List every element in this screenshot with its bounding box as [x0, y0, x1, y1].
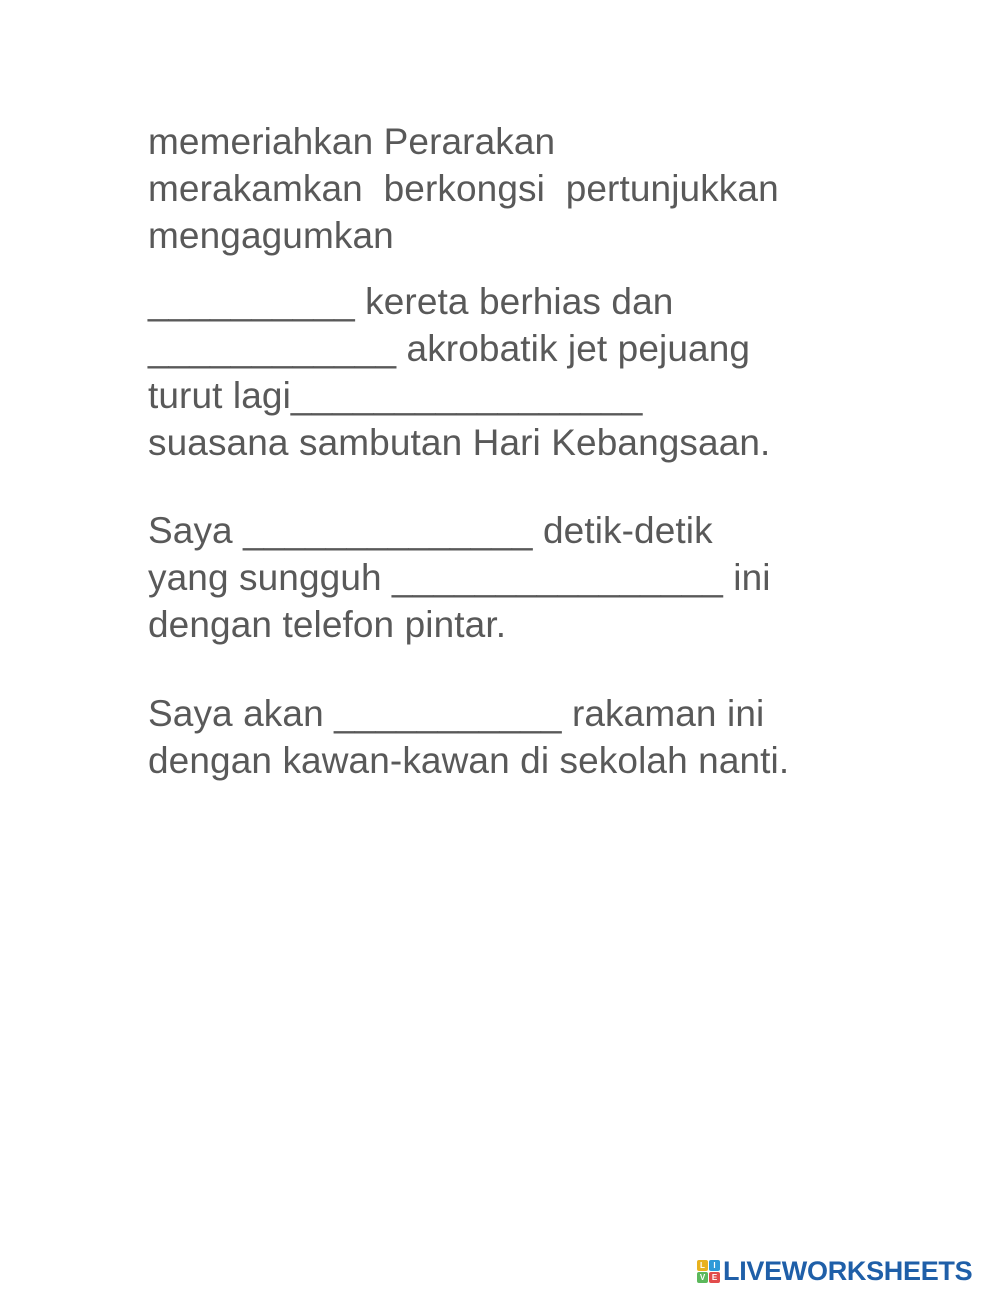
sentence-line: Saya ______________ detik-detik — [148, 510, 713, 551]
word-bank-line: mengagumkan — [148, 215, 394, 256]
logo-mark-cell: V — [697, 1272, 708, 1283]
word-bank-line: merakamkan berkongsi pertunjukkan — [148, 168, 779, 209]
word-bank-line: memeriahkan Perarakan — [148, 121, 556, 162]
sentence-line: ____________ akrobatik jet pejuang — [148, 328, 751, 369]
logo-mark-cell: L — [697, 1260, 708, 1271]
liveworksheets-logo — [697, 1256, 972, 1286]
logo-mark-icon — [697, 1260, 720, 1283]
sentence-line: __________ kereta berhias dan — [148, 281, 674, 322]
sentence-line: yang sungguh ________________ ini — [148, 557, 771, 598]
sentence-line: turut lagi_________________ — [148, 375, 643, 416]
sentence-line: dengan telefon pintar. — [148, 604, 507, 645]
logo-mark-cell: I — [709, 1260, 720, 1271]
sentence-line: dengan kawan-kawan di sekolah nanti. — [148, 740, 790, 781]
logo-text: LIVEWORKSHEETS — [723, 1255, 973, 1286]
sentence-line: Saya akan ___________ rakaman ini — [148, 693, 765, 734]
logo-mark-cell: E — [709, 1272, 720, 1283]
sentence-line: suasana sambutan Hari Kebangsaan. — [148, 422, 771, 463]
